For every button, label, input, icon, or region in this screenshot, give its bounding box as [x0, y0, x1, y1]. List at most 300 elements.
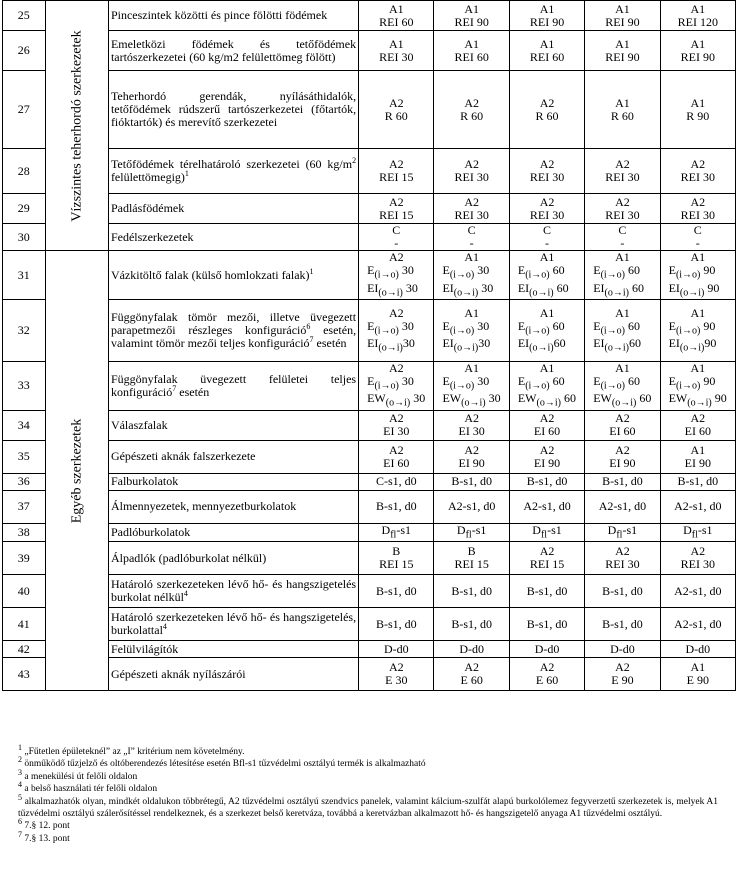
classification-value: A2 — [388, 660, 404, 675]
description-text: esetén — [176, 384, 210, 399]
classification-cell — [434, 251, 509, 300]
classification-cell — [585, 658, 660, 691]
footnote-text: önműködő tűzjelző és oltóberendezés létesítése esetén Bfl-s1 tűzvédelmi osztályú termék is alkalmazható — [24, 759, 426, 770]
classification-value: B-s1, d0 — [526, 583, 568, 598]
row-number: 42 — [3, 641, 46, 658]
classification-value: - — [469, 236, 474, 250]
classification-value: B-s1, d0 — [526, 616, 568, 631]
classification-value: REI 90 — [605, 14, 640, 29]
classification-cell — [359, 1, 434, 31]
classification-cell — [660, 1, 735, 31]
row-number: 29 — [3, 194, 46, 224]
classification-value: A2 — [615, 194, 630, 209]
classification-value: A2 — [388, 194, 404, 209]
classification-value: A1 — [615, 1, 630, 16]
classification-cell — [660, 410, 735, 440]
fire-classification-table — [2, 0, 736, 691]
table-row — [3, 71, 736, 149]
classification-cell — [434, 362, 509, 411]
classification-cell — [359, 641, 434, 658]
classification-value: A2 — [690, 544, 706, 559]
structure-description — [108, 575, 358, 608]
classification-value: REI 30 — [529, 207, 565, 222]
classification-cell — [509, 71, 584, 149]
footnote-text: 7.§ 12. pont — [24, 821, 70, 832]
classification-cell — [585, 194, 660, 224]
classification-cell — [585, 490, 660, 523]
footnote-mark: 4 — [18, 780, 22, 790]
classification-value: A2 — [615, 411, 630, 426]
description-text: Padlóburkolatok — [110, 524, 191, 539]
classification-value: D-d0 — [459, 641, 484, 656]
classification-value: A1 — [690, 1, 706, 16]
classification-value: $E_{(i\to o)}$ 30 — [367, 318, 414, 336]
description-text: Határoló szerkezeteken lévő hő- és hangszigetelés burkolat nélkül — [110, 577, 357, 605]
classification-value: A2-s1, d0 — [598, 499, 647, 514]
classification-value: EI 90 — [609, 455, 636, 470]
classification-value: A1 — [615, 95, 630, 110]
classification-cell — [660, 31, 735, 71]
table-row — [3, 251, 736, 300]
description-text: Falburkolatok — [110, 474, 179, 489]
classification-value: R 90 — [686, 108, 710, 123]
structure-description — [108, 362, 358, 411]
classification-value: B-s1, d0 — [451, 583, 492, 598]
classification-cell — [359, 31, 434, 71]
structure-description — [108, 473, 358, 490]
classification-value: A1 — [539, 250, 555, 265]
classification-value: A2 — [388, 250, 404, 265]
structure-description — [108, 300, 358, 362]
row-number: 36 — [3, 473, 46, 490]
classification-value: REI 60 — [379, 14, 414, 29]
classification-value: $E_{(i\to o)}$ 90 — [668, 263, 716, 281]
classification-cell — [359, 473, 434, 490]
classification-value: $E_{(i\to o)}$ 30 — [442, 318, 490, 336]
classification-cell — [585, 224, 660, 251]
classification-value: $EI_{(o\to i)}60$ — [517, 336, 566, 354]
classification-value: $EW_{(o\to i)}$ 60 — [593, 391, 652, 409]
classification-value: A2 — [690, 194, 706, 209]
description-text: Vázkitöltő falak (külső homlokzati falak) — [110, 267, 310, 282]
classification-cell — [660, 300, 735, 362]
classification-cell — [434, 440, 509, 473]
classification-value: - — [545, 236, 550, 250]
classification-value: C — [392, 223, 401, 237]
footnote — [18, 817, 718, 832]
row-number: 35 — [3, 440, 46, 473]
classification-value: EI 60 — [533, 424, 561, 439]
classification-value: $EW_{(o\to i)}$ 30 — [442, 391, 501, 409]
classification-value: $E_{(i\to o)}$ 60 — [593, 374, 641, 392]
classification-value: E 30 — [385, 673, 408, 688]
classification-value: EI 60 — [684, 424, 711, 439]
classification-cell — [359, 542, 434, 575]
table-row — [3, 224, 736, 251]
classification-value: E 60 — [535, 673, 559, 688]
group-label-cell — [45, 1, 108, 251]
classification-value: REI 30 — [605, 207, 640, 222]
classification-cell — [359, 608, 434, 641]
classification-value: A2 — [388, 442, 404, 457]
classification-value: A1 — [690, 95, 706, 110]
classification-value: B-s1, d0 — [375, 499, 417, 514]
footnote-reference: 7 — [309, 335, 314, 344]
classification-cell — [509, 523, 584, 541]
table-row — [3, 300, 736, 362]
classification-cell — [660, 362, 735, 411]
classification-cell — [660, 440, 735, 473]
classification-cell — [434, 300, 509, 362]
classification-cell — [359, 440, 434, 473]
classification-cell — [359, 490, 434, 523]
classification-value: C — [618, 223, 627, 237]
description-text: Álmennyezetek, mennyezetburkolatok — [110, 499, 297, 514]
classification-value: - — [394, 236, 399, 250]
table-row — [3, 490, 736, 523]
row-number: 40 — [3, 575, 46, 608]
classification-value: EI 90 — [458, 455, 485, 470]
footnote-text: 7.§ 13. pont — [24, 833, 70, 844]
classification-value: REI 60 — [529, 49, 565, 64]
classification-cell — [585, 71, 660, 149]
row-number: 27 — [3, 71, 46, 149]
classification-value: $EW_{(o\to i)}$ 60 — [517, 391, 576, 409]
classification-value: A1 — [464, 361, 479, 375]
classification-value: REI 30 — [680, 557, 715, 572]
classification-value: REI 15 — [379, 557, 414, 572]
classification-value: REI 30 — [680, 207, 715, 222]
structure-description — [108, 149, 358, 194]
classification-cell — [660, 251, 735, 300]
classification-value: C — [543, 223, 552, 237]
classification-value: R 60 — [460, 108, 484, 123]
classification-cell — [434, 410, 509, 440]
classification-cell — [660, 658, 735, 691]
classification-value: $EW_{(o\to i)}$ 30 — [367, 391, 426, 409]
footnote — [18, 780, 718, 795]
group-label: Egyéb szerkezetek — [69, 418, 85, 523]
classification-cell — [509, 251, 584, 300]
classification-cell — [359, 300, 434, 362]
classification-value: B — [392, 544, 401, 559]
row-number: 41 — [3, 608, 46, 641]
classification-value: B-s1, d0 — [677, 474, 719, 489]
description-text: Teherhordó gerendák, nyílásáthidalók, tetőfödémek rúdszerű tartószerkezetei (főtartók, fióktartók) és merevítő szerkezetei — [110, 89, 357, 129]
classification-value: $E_{(i\to o)}$ 60 — [593, 263, 641, 281]
classification-value: $EI_{(o\to i)}90$ — [668, 336, 717, 354]
classification-cell — [434, 542, 509, 575]
structure-description — [108, 542, 358, 575]
footnote — [18, 829, 718, 845]
classification-value: A2 — [388, 411, 404, 426]
classification-value: A2 — [464, 411, 479, 426]
table-row — [3, 608, 736, 641]
classification-value: A2-s1, d0 — [523, 499, 571, 514]
row-number: 30 — [3, 224, 46, 251]
classification-cell — [660, 224, 735, 251]
classification-value: REI 120 — [677, 14, 718, 29]
footnote-reference: 4 — [162, 622, 167, 632]
classification-cell — [660, 608, 735, 641]
classification-value: A2 — [690, 157, 706, 171]
structure-description — [108, 490, 358, 523]
structure-description — [108, 1, 358, 31]
table-row — [3, 410, 736, 440]
classification-cell — [585, 523, 660, 541]
classification-value: $EI_{(o\to i)}30$ — [367, 336, 415, 354]
classification-value: A2 — [464, 442, 479, 457]
classification-value: $E_{(i\to o)}$ 90 — [668, 318, 716, 336]
classification-value: EI 30 — [383, 424, 410, 439]
classification-value: REI 90 — [454, 14, 489, 29]
classification-value: - — [620, 236, 625, 250]
table-row — [3, 542, 736, 575]
classification-cell — [434, 71, 509, 149]
classification-value: $E_{(i\to o)}$ 60 — [517, 374, 565, 392]
classification-value: R 60 — [384, 108, 408, 123]
classification-value: E 90 — [611, 673, 634, 688]
structure-description — [108, 641, 358, 658]
description-text: Válaszfalak — [110, 417, 168, 432]
classification-value: $EI_{(o\to i)}$ 60 — [517, 280, 569, 298]
classification-value: A1 — [615, 250, 630, 265]
classification-value: REI 30 — [680, 170, 715, 184]
classification-cell — [359, 149, 434, 194]
footnote-reference: 6 — [306, 322, 311, 331]
description-text: Felülvilágítók — [110, 641, 179, 656]
classification-cell — [660, 149, 735, 194]
classification-value: $EW_{(o\to i)}$ 90 — [668, 391, 727, 409]
classification-value: REI 30 — [605, 557, 640, 572]
footnote-reference: 4 — [183, 589, 188, 599]
table-row — [3, 149, 736, 194]
classification-value: B — [467, 544, 476, 559]
table-row — [3, 1, 736, 31]
row-number: 32 — [3, 300, 46, 362]
classification-value: B-s1, d0 — [451, 616, 492, 631]
classification-cell — [660, 473, 735, 490]
classification-value: C — [693, 223, 702, 237]
description-text: Padlásfödémek — [110, 201, 185, 215]
classification-value: A2 — [615, 544, 630, 559]
classification-value: EI 90 — [684, 455, 711, 470]
classification-cell — [509, 194, 584, 224]
classification-value: A2 — [539, 442, 555, 457]
classification-value: R 60 — [610, 108, 634, 123]
classification-value: $EI_{(o\to i)}$ 90 — [668, 280, 720, 298]
row-number: 33 — [3, 362, 46, 411]
footnote-mark: 6 — [18, 817, 22, 827]
description-text: esetén, valamint tömör mezői teljes konfiguráció — [110, 323, 357, 350]
row-number: 39 — [3, 542, 46, 575]
classification-value: $E_{(i\to o)}$ 30 — [367, 374, 414, 392]
structure-description — [108, 251, 358, 300]
structure-description — [108, 608, 358, 641]
classification-value: A2 — [539, 157, 555, 171]
footnote-mark: 2 — [18, 755, 22, 765]
classification-value: A2 — [539, 95, 555, 110]
classification-cell — [359, 523, 434, 541]
classification-cell — [585, 542, 660, 575]
classification-cell — [434, 194, 509, 224]
classification-value: D-d0 — [685, 641, 711, 656]
table-row — [3, 194, 736, 224]
table-row — [3, 473, 736, 490]
structure-description — [108, 658, 358, 691]
table-row — [3, 362, 736, 411]
classification-value: A2-s1, d0 — [674, 583, 722, 598]
classification-value: A1 — [615, 36, 630, 51]
classification-value: B-s1, d0 — [375, 616, 417, 631]
classification-cell — [585, 1, 660, 31]
description-text: Pinceszintek közötti és pince fölötti födémek — [110, 8, 328, 22]
classification-cell — [509, 440, 584, 473]
footnote-mark: 3 — [18, 767, 22, 777]
classification-value: $EI_{(o\to i)}60$ — [593, 336, 641, 354]
classification-cell — [509, 31, 584, 71]
footnote-reference: 2 — [352, 156, 357, 165]
description-text: Gépészeti aknák falszerkezete — [110, 449, 256, 464]
classification-value: $EI_{(o\to i)}$ 60 — [593, 280, 644, 298]
structure-description — [108, 71, 358, 149]
classification-value: EI 30 — [458, 424, 485, 439]
classification-value: REI 30 — [379, 49, 414, 64]
classification-cell — [509, 575, 584, 608]
classification-value: REI 15 — [379, 170, 414, 184]
classification-value: A1 — [388, 36, 404, 51]
classification-value: REI 30 — [605, 170, 640, 184]
classification-value: $D_{fl}-s1$ — [381, 522, 411, 541]
classification-cell — [509, 300, 584, 362]
classification-value: $D_{fl}-s1$ — [683, 522, 713, 541]
classification-cell — [585, 641, 660, 658]
description-text: felülettömegig) — [110, 170, 185, 184]
classification-value: REI 15 — [454, 557, 489, 572]
classification-value: A2-s1, d0 — [674, 499, 722, 514]
classification-value: REI 30 — [454, 207, 489, 222]
classification-cell — [434, 490, 509, 523]
classification-value: $E_{(i\to o)}$ 30 — [442, 374, 490, 392]
footnote — [18, 742, 718, 758]
classification-cell — [660, 575, 735, 608]
classification-cell — [359, 194, 434, 224]
classification-cell — [509, 473, 584, 490]
classification-value: $D_{fl}-s1$ — [456, 522, 487, 541]
classification-value: A1 — [464, 250, 479, 265]
classification-value: REI 30 — [529, 170, 565, 184]
classification-value: A2-s1, d0 — [447, 499, 496, 514]
structure-description — [108, 224, 358, 251]
classification-value: C-s1, d0 — [375, 474, 417, 489]
classification-cell — [585, 300, 660, 362]
classification-value: A1 — [615, 361, 630, 375]
classification-value: A1 — [539, 361, 555, 375]
classification-cell — [434, 31, 509, 71]
classification-cell — [509, 224, 584, 251]
row-number: 37 — [3, 490, 46, 523]
row-number: 34 — [3, 410, 46, 440]
structure-description — [108, 194, 358, 224]
classification-cell — [660, 641, 735, 658]
classification-cell — [434, 224, 509, 251]
classification-value: $E_{(i\to o)}$ 60 — [593, 318, 641, 336]
classification-cell — [359, 71, 434, 149]
classification-value: $E_{(i\to o)}$ 60 — [517, 263, 565, 281]
classification-cell — [585, 473, 660, 490]
classification-value: A1 — [539, 36, 555, 51]
classification-cell — [434, 473, 509, 490]
classification-cell — [359, 224, 434, 251]
classification-cell — [660, 542, 735, 575]
classification-value: A2 — [539, 660, 555, 675]
classification-value: $EI_{(o\to i)}30$ — [442, 336, 491, 354]
classification-value: A2 — [464, 194, 479, 209]
classification-value: REI 60 — [454, 49, 489, 64]
classification-cell — [509, 542, 584, 575]
classification-value: EI 60 — [609, 424, 636, 439]
description-text: Határoló szerkezeteken lévő hő- és hangszigetelés, burkolattal — [110, 610, 357, 638]
classification-value: REI 90 — [605, 49, 640, 64]
classification-cell — [359, 251, 434, 300]
classification-value: A1 — [690, 442, 706, 457]
classification-value: A1 — [690, 361, 706, 375]
classification-cell — [585, 149, 660, 194]
structure-description — [108, 410, 358, 440]
classification-cell — [585, 410, 660, 440]
table-row — [3, 31, 736, 71]
classification-cell — [434, 658, 509, 691]
classification-cell — [359, 658, 434, 691]
classification-cell — [585, 251, 660, 300]
classification-value: $E_{(i\to o)}$ 30 — [367, 263, 414, 281]
description-text: Függönyfalak üvegezett felületei teljes konfiguráció — [110, 371, 357, 399]
classification-value: A2 — [539, 194, 555, 209]
classification-value: $EI_{(o\to i)}$ 30 — [367, 280, 418, 298]
classification-value: $D_{fl}-s1$ — [532, 522, 562, 541]
classification-value: A2 — [464, 660, 479, 675]
classification-value: B-s1, d0 — [451, 474, 492, 489]
classification-value: A1 — [464, 305, 479, 320]
footnote-text: alkalmazhatók olyan, mindkét oldalukon többrétegű, A2 tűzvédelmi osztályú szendvics panelek, valamint kálcium-szulfát alapú burkolólemez fegyverzetű szerkezetek is, melyek A1 tűzvédelmi osztályú szálerősítéssel rendelkeznek, és a szerkezet belső keretváza, továbbá a keretvázban alkalmazott hő- és hangszigetelő anyaga A1 tűzvédelmi osztályú. — [18, 796, 719, 820]
structure-description — [108, 440, 358, 473]
classification-cell — [359, 410, 434, 440]
row-number: 26 — [3, 31, 46, 71]
classification-value: A2 — [464, 157, 479, 171]
classification-cell — [434, 523, 509, 541]
classification-cell — [509, 410, 584, 440]
classification-value: $E_{(i\to o)}$ 90 — [668, 374, 716, 392]
row-number: 25 — [3, 1, 46, 31]
classification-value: B-s1, d0 — [375, 583, 417, 598]
classification-value: A1 — [388, 1, 404, 16]
footnote-reference: 1 — [309, 266, 314, 276]
classification-cell — [660, 523, 735, 541]
classification-value: A1 — [690, 305, 706, 320]
classification-value: EI 60 — [383, 455, 410, 470]
classification-value: A1 — [690, 660, 706, 675]
classification-cell — [509, 362, 584, 411]
classification-value: A1 — [690, 36, 706, 51]
classification-value: $D_{fl}-s1$ — [607, 522, 638, 541]
classification-value: REI 15 — [379, 207, 414, 222]
classification-value: E 60 — [460, 673, 483, 688]
classification-value: REI 30 — [454, 170, 489, 184]
table-row — [3, 575, 736, 608]
classification-value: D-d0 — [610, 641, 635, 656]
footnote-text: a belső használati tér felőli oldalon — [24, 784, 158, 795]
structure-description — [108, 523, 358, 541]
